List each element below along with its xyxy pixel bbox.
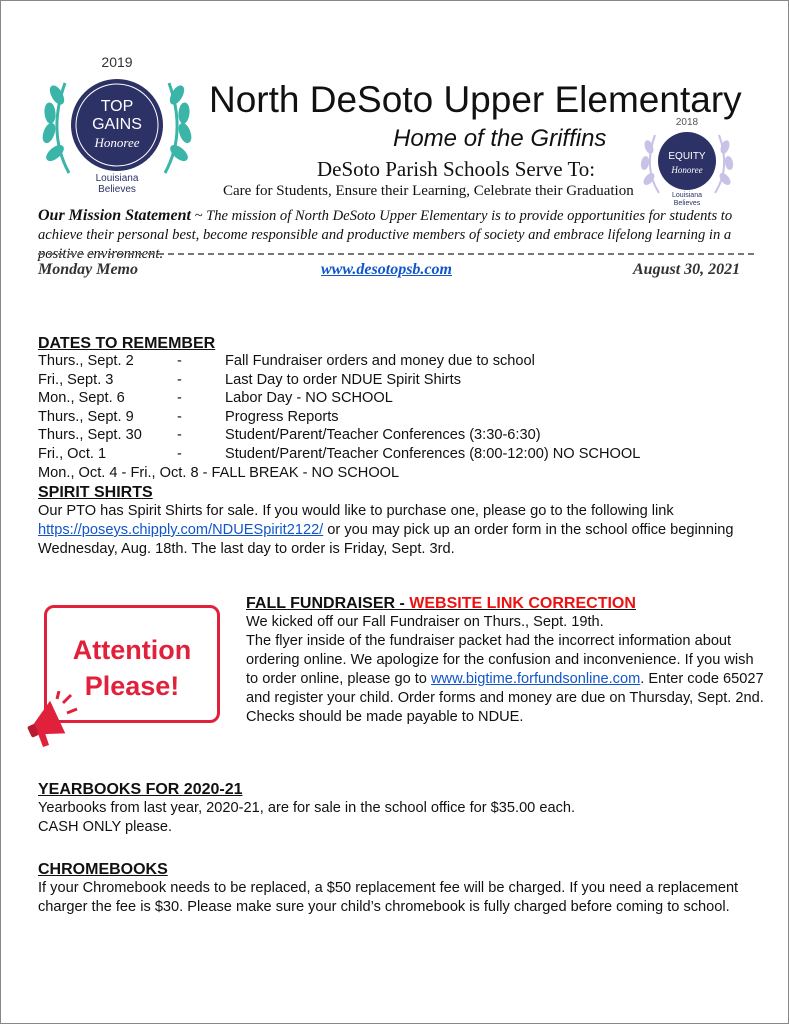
date-separator: - (177, 445, 182, 462)
date-row (38, 353, 758, 372)
badge-year: 2019 (101, 54, 133, 70)
fall-break-line: Mon., Oct. 4 - Fri., Oct. 8 - FALL BREAK - NO SCHOOL (38, 464, 400, 481)
memo-website-link[interactable]: www.desotopsb.com (321, 261, 452, 278)
dates-list (38, 353, 758, 465)
svg-text:Honoree: Honoree (94, 135, 140, 150)
fundraiser-text: The flyer inside of the fundraiser packet had the incorrect information about ordering online. We apologize for the confusion and inconvenience. If you wish to order online, please go to www.bigtime.forfundsonline.com. Enter code 65027 and register your child. Order forms and money are due on Thursday, Sept. 2nd. Checks should be made payable to NDUE. (246, 633, 764, 725)
top-gains-badge-logo (37, 53, 197, 195)
school-name: North DeSoto Upper Elementary (209, 79, 742, 120)
megaphone-icon (23, 691, 79, 751)
svg-text:Believes: Believes (673, 200, 701, 207)
yearbooks-heading: YEARBOOKS FOR 2020-21 (38, 781, 243, 798)
mission-text: ~ The mission of North DeSoto Upper Elementary is to provide opportunities for students to achieve their personal best, become responsible and productive members of society and embrace lifelong learning in a positive environment. (38, 208, 733, 262)
date-row (38, 390, 758, 409)
date-event: Student/Parent/Teacher Conferences (8:00-12:00) NO SCHOOL (225, 445, 641, 462)
date-event: Last Day to order NDUE Spirit Shirts (225, 371, 462, 388)
spirit-text: Our PTO has Spirit Shirts for sale. If you would like to purchase one, please go to the following link https://poseys.chipply.com/NDUESpirit2122/ or you may pick up an order form in the school office beginning Wednesday, Aug. 18th. The last day to order is Friday, Sept. 3rd. (38, 503, 734, 557)
fundraiser-link[interactable]: www.bigtime.forfundsonline.com (430, 671, 641, 687)
chromebooks-text: If your Chromebook needs to be replaced, a $50 replacement fee will be charged. If you need a replacement charger the fee is $30. Please make sure your child’s chromebook is fully charged before coming to school. (38, 880, 739, 915)
dates-heading: DATES TO REMEMBER (38, 335, 216, 352)
date-row (38, 446, 758, 465)
date-label: Thurs., Sept. 9 (38, 408, 134, 425)
school-subtitle: Home of the Griffins (393, 125, 607, 152)
spirit-shirts-link[interactable]: https://poseys.chipply.com/NDUESpirit2122/ (38, 522, 324, 538)
date-row (38, 372, 758, 391)
svg-text:GAINS: GAINS (92, 116, 142, 133)
date-label: Thurs., Sept. 30 (38, 427, 142, 444)
date-separator: - (177, 408, 182, 425)
svg-text:2018: 2018 (675, 117, 699, 128)
date-separator: - (177, 353, 182, 369)
memo-date: August 30, 2021 (633, 261, 741, 278)
chromebooks-section (38, 861, 758, 917)
date-label: Fri., Sept. 3 (38, 371, 114, 388)
spirit-heading: SPIRIT SHIRTS (38, 484, 153, 501)
fundraiser-line1: We kicked off our Fall Fundraiser on Thurs., Sept. 19th. (246, 614, 604, 630)
svg-text:Honoree: Honoree (671, 165, 703, 175)
date-separator: - (177, 427, 182, 444)
fundraiser-section (246, 595, 766, 727)
date-event: Fall Fundraiser orders and money due to school (225, 353, 535, 369)
date-label: Thurs., Sept. 2 (38, 353, 134, 369)
date-separator: - (177, 390, 182, 407)
attention-text: Attention Please! (72, 635, 192, 701)
mission-statement (38, 206, 758, 264)
date-row (38, 427, 758, 446)
date-row (38, 409, 758, 428)
mission-label: Our Mission Statement (38, 207, 191, 224)
dates-section (38, 335, 758, 483)
chromebooks-heading: CHROMEBOOKS (38, 861, 168, 878)
date-label: Fri., Oct. 1 (38, 445, 107, 462)
date-label: Mon., Sept. 6 (38, 390, 125, 407)
memo-title: Monday Memo (38, 261, 138, 278)
date-event: Student/Parent/Teacher Conferences (3:30-6:30) (225, 427, 541, 444)
yearbooks-section (38, 781, 758, 837)
serve-line: Care for Students, Ensure their Learning, Celebrate their Graduation (223, 183, 634, 199)
yearbooks-line2: CASH ONLY please. (38, 819, 173, 835)
svg-text:Believes: Believes (98, 184, 136, 195)
serve-heading: DeSoto Parish Schools Serve To: (317, 157, 596, 181)
fundraiser-heading: FALL FUNDRAISER - WEBSITE LINK CORRECTION (246, 595, 636, 612)
date-event: Labor Day - NO SCHOOL (225, 390, 393, 407)
date-event: Progress Reports (225, 408, 339, 425)
equity-badge-logo (637, 113, 737, 209)
spirit-shirts-section (38, 484, 758, 559)
yearbooks-line1: Yearbooks from last year, 2020-21, are for sale in the school office for $35.00 each. (38, 800, 576, 816)
svg-text:EQUITY: EQUITY (668, 151, 706, 162)
svg-text:Louisiana: Louisiana (672, 192, 702, 199)
date-separator: - (177, 371, 182, 388)
svg-text:Louisiana: Louisiana (95, 173, 139, 184)
divider (38, 253, 754, 255)
svg-text:TOP: TOP (100, 98, 134, 115)
